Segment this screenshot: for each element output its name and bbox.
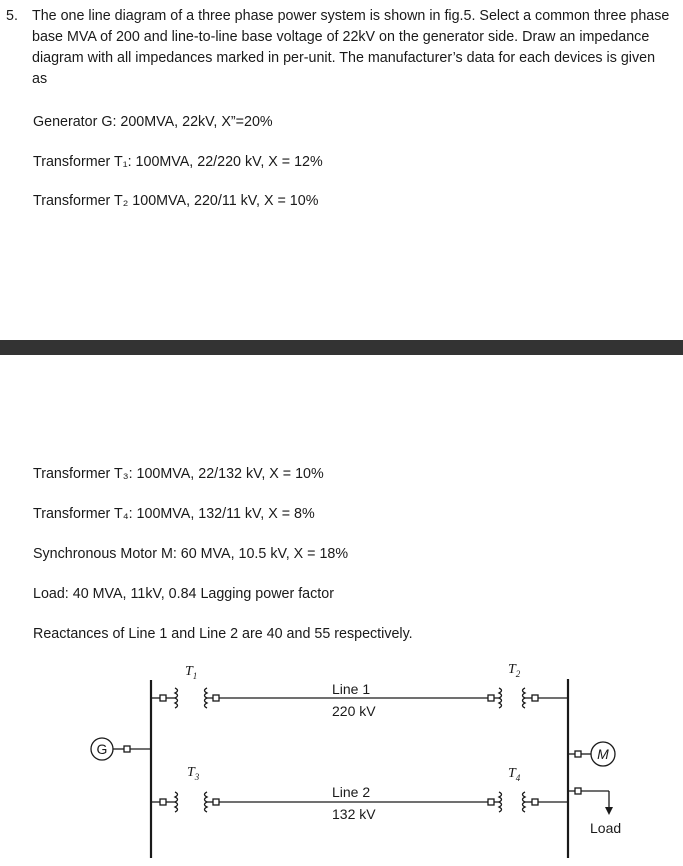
t1-label: $T_1$ <box>185 664 198 681</box>
page-divider-bar <box>0 340 683 355</box>
line-reactance-data: Reactances of Line 1 and Line 2 are 40 and 55 respectively. <box>33 626 413 642</box>
load-label: Load <box>590 820 622 836</box>
line2-name: Line 2 <box>332 784 371 800</box>
transformer-t3-symbol <box>151 792 219 812</box>
line2-voltage: 132 kV <box>332 806 376 822</box>
question-text: The one line diagram of a three phase power system is shown in fig.5. Select a common three phase base MVA of 200 and line-to-line base voltage of 22kV on the generator side. Draw an impedance diagram with all impedances marked in per-unit. The manufacturer’s data for each devices is given as <box>32 8 670 87</box>
t2-label: $T_2$ <box>508 662 521 679</box>
motor-label: M <box>597 746 609 762</box>
transformer-t4-symbol <box>488 792 568 812</box>
transformer-t1-symbol <box>151 688 219 708</box>
transformer-t2-data: Transformer T₂ 100MVA, 220/11 kV, X = 10% <box>33 193 319 209</box>
question-number: 5. <box>6 8 18 24</box>
transformer-t2-symbol <box>488 688 568 708</box>
one-line-diagram <box>0 640 683 866</box>
line1-name: Line 1 <box>332 681 371 697</box>
load-data: Load: 40 MVA, 11kV, 0.84 Lagging power factor <box>33 586 334 602</box>
transformer-t3-data: Transformer T₃: 100MVA, 22/132 kV, X = 10% <box>33 466 324 482</box>
t4-label: $T_4$ <box>508 766 521 783</box>
transformer-t1-data: Transformer T₁: 100MVA, 22/220 kV, X = 12% <box>33 154 323 170</box>
transformer-t4-data: Transformer T₄: 100MVA, 132/11 kV, X = 8% <box>33 506 315 522</box>
generator-label: G <box>96 741 108 757</box>
t3-label: $T_3$ <box>187 765 200 782</box>
line1-voltage: 220 kV <box>332 703 376 719</box>
question <box>6 6 671 90</box>
load-arrowhead <box>605 807 613 815</box>
motor-data: Synchronous Motor M: 60 MVA, 10.5 kV, X = 18% <box>33 546 349 562</box>
generator-data: Generator G: 200MVA, 22kV, X”=20% <box>33 114 273 130</box>
